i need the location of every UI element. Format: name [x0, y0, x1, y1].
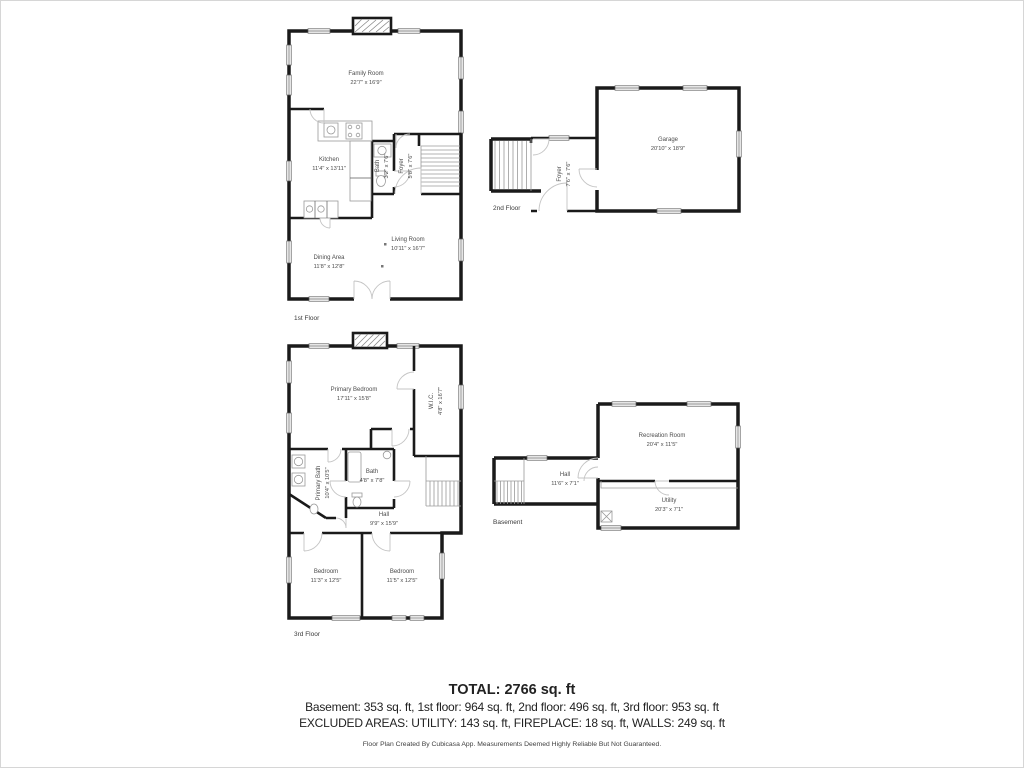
- room-name: Dining Area: [313, 254, 345, 261]
- room-name: Bath: [365, 468, 379, 475]
- floor-caption-3rd: 3rd Floor: [294, 631, 321, 638]
- room-dims: 11'5" x 12'5": [386, 577, 418, 584]
- room-dims: 4'8" x 16'7": [437, 386, 444, 416]
- room-name: Bedroom: [389, 568, 415, 575]
- room-label-kitchen: [312, 157, 346, 173]
- room-label-bedroom-right: [387, 569, 418, 585]
- room-dims: 20'10" x 18'9": [650, 145, 686, 152]
- room-name: Utility: [661, 497, 677, 504]
- floor-plan-2nd-floor-drawing: [489, 83, 744, 233]
- room-label-utility: [655, 498, 683, 514]
- room-name: Primary Bedroom: [330, 386, 378, 393]
- room-label-wic: [429, 387, 445, 415]
- room-label-dining-area: [313, 255, 344, 271]
- floor-plan-3rd-floor-drawing: [284, 331, 468, 647]
- room-dims: 9'9" x 15'9": [369, 520, 399, 527]
- room-dims: 22'7" x 16'9": [350, 79, 382, 86]
- room-name: Living Room: [391, 236, 425, 243]
- room-label-family-room: [348, 71, 383, 87]
- floor-caption-2nd: 2nd Floor: [493, 205, 521, 212]
- floor-areas-text: Basement: 353 sq. ft, 1st floor: 964 sq. ft, 2nd floor: 496 sq. ft, 3rd floor: 953 sq. ft: [305, 700, 719, 714]
- room-label-foyer: [557, 162, 573, 187]
- room-name: Hall: [378, 511, 390, 518]
- room-name: Recreation Room: [638, 432, 686, 439]
- staircase-icon: [495, 139, 531, 191]
- room-name: Foyer: [398, 158, 405, 174]
- room-label-bath: [360, 469, 385, 485]
- floor-plan-2nd-floor: [489, 83, 744, 233]
- room-label-bedroom-left: [311, 569, 342, 585]
- staircase-icon: [426, 456, 461, 506]
- windows: [527, 402, 740, 530]
- staircase-icon: [421, 146, 460, 190]
- room-name: Hall: [559, 471, 571, 478]
- excluded-areas-text: EXCLUDED AREAS: UTILITY: 143 sq. ft, FIREPLACE: 18 sq. ft, WALLS: 249 sq. ft: [299, 716, 725, 730]
- room-label-recreation-room: [639, 433, 686, 449]
- room-name: W.I.C.: [428, 392, 435, 410]
- room-dims: 4'8" x 7'8": [359, 477, 385, 484]
- disclaimer-text: Floor Plan Created By Cubicasa App. Measurements Deemed Highly Reliable But Not Guaranteed.: [362, 741, 662, 748]
- floor-plan-basement-drawing: [489, 391, 744, 541]
- room-dims: 10'11" x 16'7": [391, 245, 425, 252]
- room-name: Garage: [657, 136, 679, 143]
- room-dims: 20'3" x 7'1": [654, 506, 684, 513]
- room-name: Bedroom: [313, 568, 339, 575]
- exterior-walls: [494, 404, 738, 528]
- room-label-primary-bath: [316, 466, 332, 501]
- furnace-icon: [601, 511, 612, 522]
- floor-plan-1st-floor: [284, 13, 468, 329]
- room-label-garage: [651, 137, 685, 153]
- floor-caption-1st: 1st Floor: [294, 315, 320, 322]
- room-dims: 11'4" x 13'11": [312, 165, 346, 172]
- room-name: Foyer: [556, 166, 563, 182]
- room-dims: 3'2" x 7'6": [383, 153, 390, 179]
- total-area-text: TOTAL: 2766 sq. ft: [448, 682, 576, 698]
- fireplace-chimney: [353, 18, 391, 34]
- fireplace-chimney: [353, 333, 387, 348]
- floor-caption-basement: Basement: [493, 519, 523, 526]
- room-name: Kitchen: [318, 156, 340, 163]
- room-label-bath: [375, 154, 391, 179]
- windows: [549, 86, 741, 213]
- room-name: Bath: [374, 159, 381, 173]
- room-dims: 10'4" x 10'5": [324, 467, 331, 499]
- room-dims: 7'6" x 7'6": [565, 161, 572, 187]
- staircase-icon: [494, 458, 524, 504]
- room-label-hall: [370, 512, 398, 528]
- room-dims: 11'8" x 12'8": [313, 263, 345, 270]
- area-summary: [1, 682, 1023, 748]
- column-markers: [381, 243, 387, 268]
- room-label-hall: [551, 472, 579, 488]
- room-name: Family Room: [348, 70, 384, 77]
- room-label-foyer: [399, 154, 415, 179]
- floor-plan-3rd-floor: [284, 331, 468, 647]
- floor-plan-basement: [489, 391, 744, 541]
- room-dims: 11'6" x 7'1": [551, 480, 579, 487]
- door-arcs: [578, 458, 669, 495]
- room-dims: 5'8" x 7'6": [407, 153, 414, 179]
- room-dims: 17'11" x 15'8": [337, 395, 371, 402]
- room-name: Primary Bath: [315, 465, 322, 501]
- foyer-walls: [491, 138, 597, 211]
- room-label-primary-bedroom: [331, 387, 378, 403]
- room-label-living-room: [391, 237, 425, 253]
- room-dims: 11'3" x 12'5": [310, 577, 342, 584]
- room-dims: 20'4" x 11'5": [646, 441, 678, 448]
